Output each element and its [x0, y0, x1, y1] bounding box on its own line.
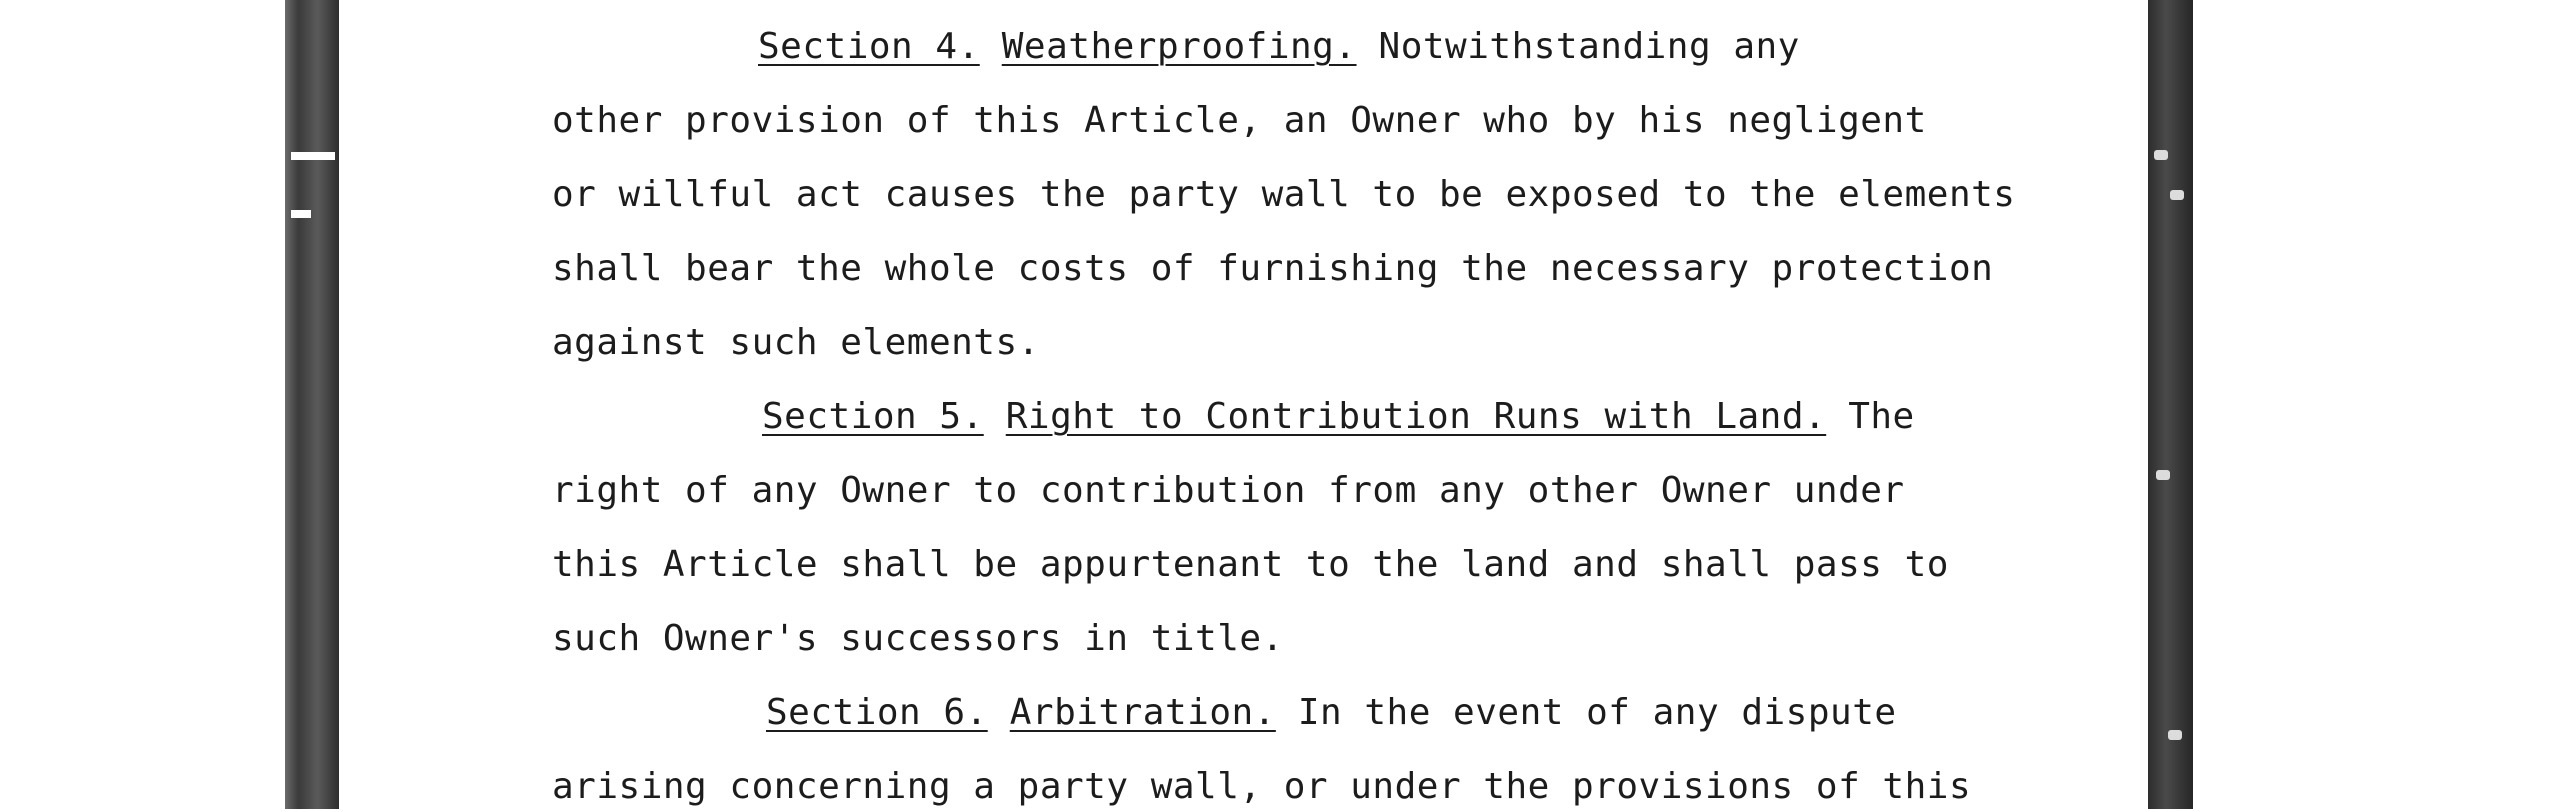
section-5-title: Right to Contribution Runs with Land.: [1005, 396, 1827, 437]
scan-artifact: [2170, 190, 2184, 200]
section-4-line: shall bear the whole costs of furnishing the necessary protection: [552, 248, 1994, 289]
section-5-first-line: [762, 392, 1915, 442]
section-5-text: The: [1848, 396, 1915, 437]
section-6-title: Arbitration.: [1009, 692, 1276, 733]
scan-margin-bar-left: [285, 0, 339, 809]
section-4-title: Weatherproofing.: [1001, 26, 1357, 67]
section-4-line: other provision of this Article, an Owner who by his negligent: [552, 100, 1927, 141]
scan-artifact: [2168, 730, 2182, 740]
section-5-line: this Article shall be appurtenant to the land and shall pass to: [552, 544, 1949, 585]
section-6-heading: Section 6.: [766, 692, 988, 733]
section-6-first-line: [766, 688, 1897, 738]
section-5-heading: Section 5.: [762, 396, 984, 437]
scan-artifact: [291, 210, 311, 218]
section-4-line: or willful act causes the party wall to be exposed to the elements: [552, 174, 2016, 215]
section-4-line: against such elements.: [552, 322, 1040, 363]
section-4-text: Notwithstanding any: [1378, 26, 1800, 67]
section-4-heading: Section 4.: [758, 26, 980, 67]
section-5-line: such Owner's successors in title.: [552, 618, 1284, 659]
section-6-text: In the event of any dispute: [1297, 692, 1897, 733]
scan-margin-bar-right: [2148, 0, 2193, 809]
scan-artifact: [2154, 150, 2168, 160]
section-6-line: arising concerning a party wall, or under the provisions of this: [552, 766, 1972, 807]
section-4-first-line: [758, 22, 1800, 72]
section-5-line: right of any Owner to contribution from any other Owner under: [552, 470, 1905, 511]
scan-artifact: [2156, 470, 2170, 480]
scan-artifact: [291, 152, 335, 160]
